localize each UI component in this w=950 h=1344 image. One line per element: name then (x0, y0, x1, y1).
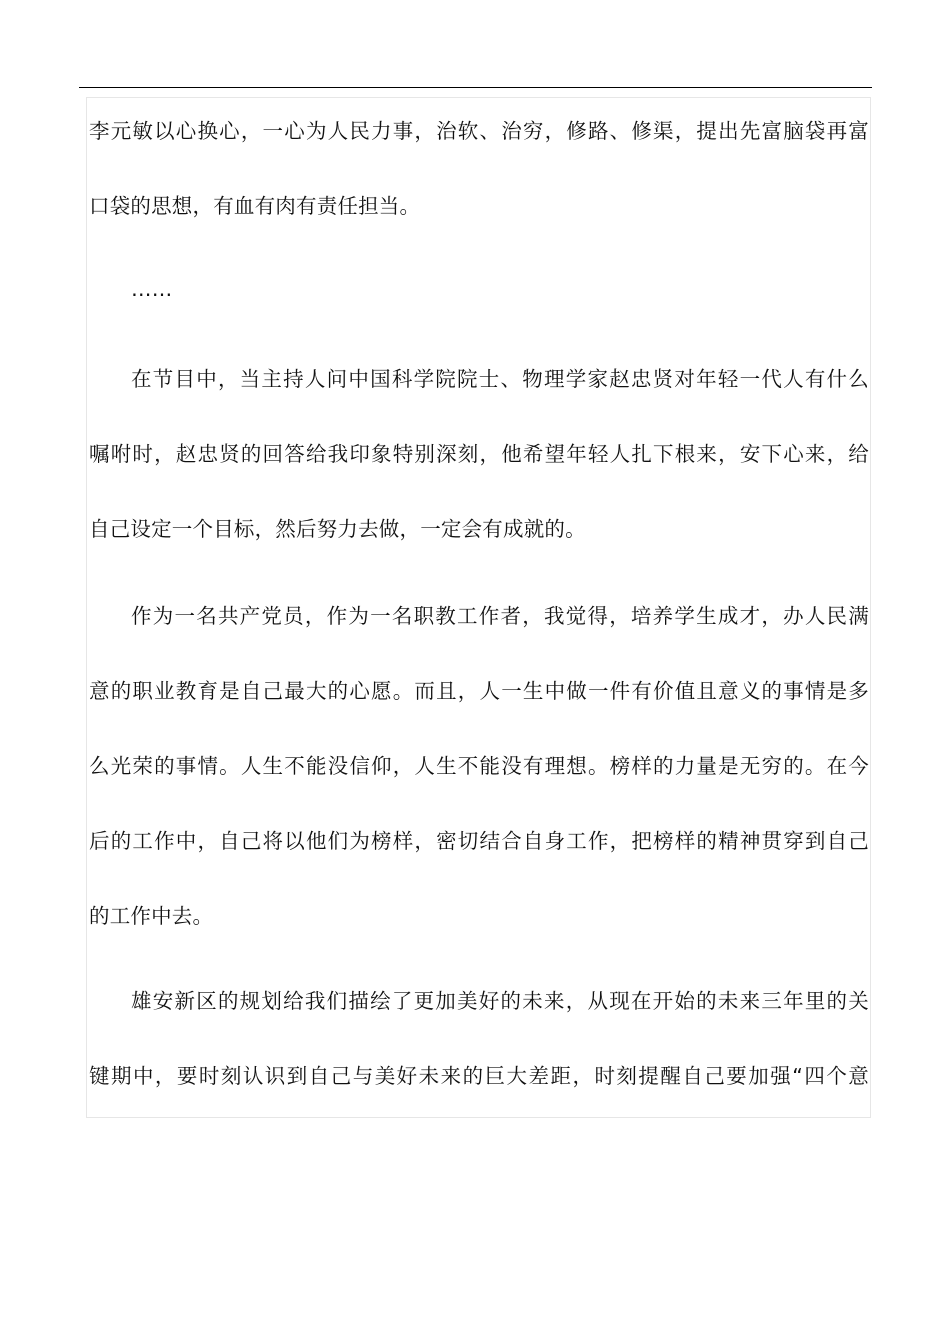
paragraph-1 (89, 94, 869, 244)
paragraph-line: 么光荣的事情。人生不能没信仰，人生不能没有理想。榜样的力量是无穷的。在今 (89, 754, 869, 778)
paragraph-line: 在节目中，当主持人问中国科学院院士、物理学家赵忠贤对年轻一代人有什么 (131, 367, 869, 391)
paragraph-line: 后的工作中，自己将以他们为榜样，密切结合自身工作，把榜样的精神贯穿到自己 (89, 829, 869, 853)
paragraph-5 (89, 964, 869, 1114)
paragraph-line: 雄安新区的规划给我们描绘了更加美好的未来，从现在开始的未来三年里的关 (131, 989, 869, 1013)
paragraph-line: 的工作中去。 (89, 904, 214, 928)
paragraph-line: 键期中，要时刻认识到自己与美好未来的巨大差距，时刻提醒自己要加强“四个意 (89, 1064, 869, 1088)
paragraph-line: 嘱咐时，赵忠贤的回答给我印象特别深刻，他希望年轻人扎下根来，安下心来，给 (89, 442, 869, 466)
paragraph-line: 自己设定一个目标，然后努力去做，一定会有成就的。 (89, 517, 586, 541)
paragraph-line: …… (131, 277, 173, 301)
paragraph-2 (89, 252, 869, 327)
paragraph-line: 李元敏以心换心，一心为人民力事，治软、治穷，修路、修渠，提出先富脑袋再富 (89, 119, 869, 143)
paragraph-line: 口袋的思想，有血有肉有责任担当。 (89, 194, 421, 218)
paragraph-line: 意的职业教育是自己最大的心愿。而且，人一生中做一件有价值且意义的事情是多 (89, 679, 869, 703)
header-rule (79, 87, 872, 88)
paragraph-4 (89, 579, 869, 954)
paragraph-line: 作为一名共产党员，作为一名职教工作者，我觉得，培养学生成才，办人民满 (131, 604, 869, 628)
paragraph-3 (89, 342, 869, 567)
